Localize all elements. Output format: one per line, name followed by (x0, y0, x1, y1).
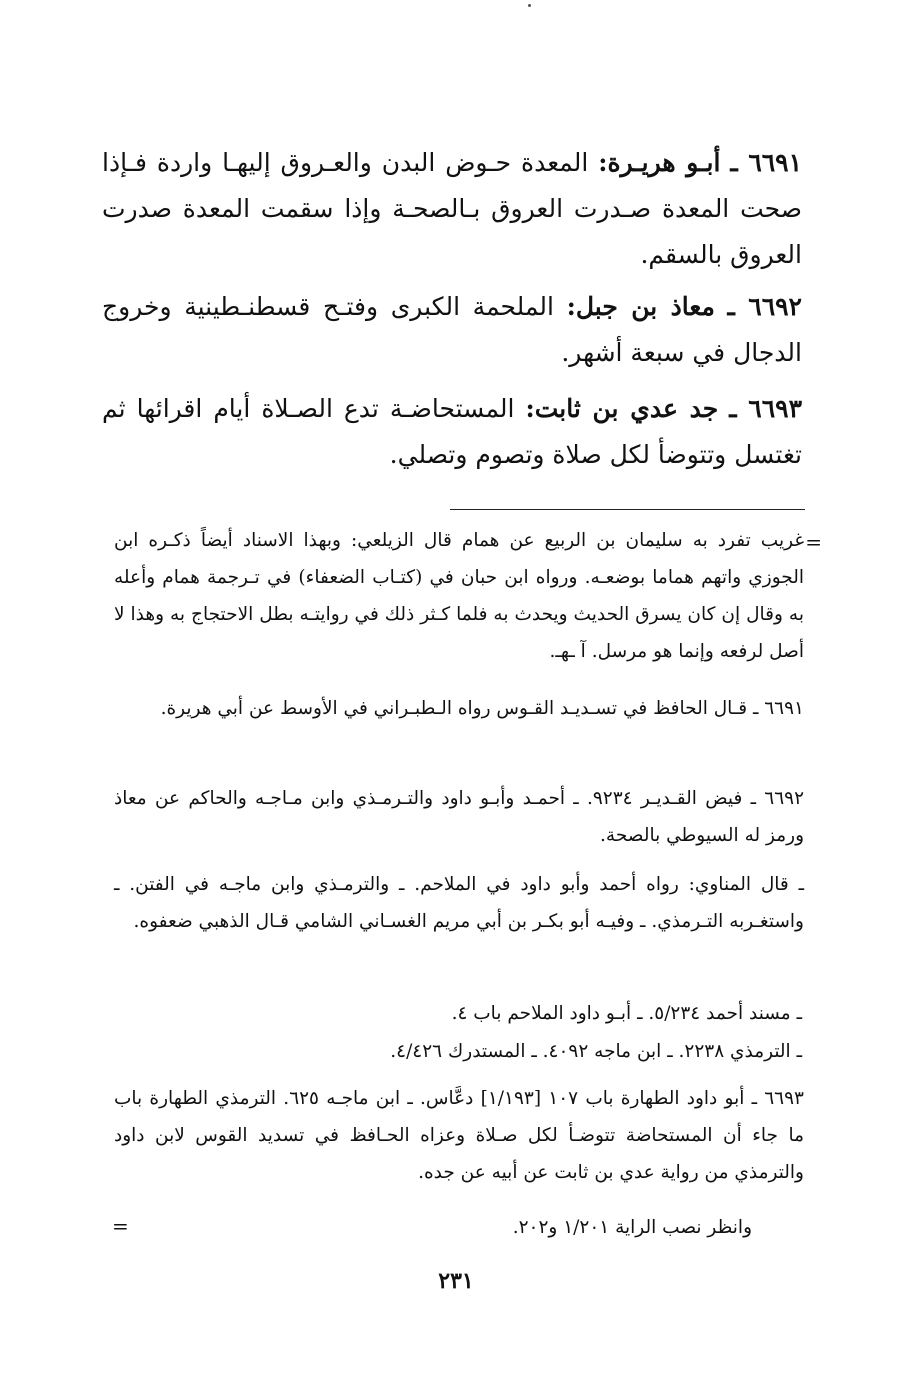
footnote-6693: ٦٦٩٣ ـ أبو داود الطهارة باب ١٠٧ [١/١٩٣] دعَّاس. ـ ابن ماجـه ٦٢٥. الترمذي الطهارة باب ما جاء أن المستحاضة تتوضـأ لكل صـلاة وعزاه الحـافظ في تسديد القوس لابن داود والترمذي من رواية عدي بن ثابت عن أبيه عن جده. (114, 1088, 804, 1183)
scan-speck (528, 4, 531, 7)
entry-number: ٦٦٩١ ـ (730, 148, 803, 177)
entry-text: الملحمة الكبرى وفتـح قسطنـطينية وخروج الدجال في سبعة أشهر. (102, 292, 802, 367)
reference-line-2: ـ الترمذي ٢٢٣٨. ـ ابن ماجه ٤٠٩٢. ـ المستدرك ٤/٤٢٦. (390, 1041, 802, 1062)
hadith-entry-6691 (102, 140, 802, 278)
entry-narrator: معاذ بن جبل: (566, 292, 715, 321)
footnote-6693-see-also: وانظر نصب الراية ١/٢٠١ و٢٠٢. (512, 1217, 752, 1238)
entry-narrator: أبـو هريـرة: (598, 148, 721, 177)
footnote-6691: ٦٦٩١ ـ قـال الحافظ في تسـديـد القـوس رواه الـطبـراني في الأوسط عن أبي هريرة. (160, 698, 804, 719)
hadith-entry-6693 (102, 386, 802, 478)
footnote-6692-munawi: ـ قال المناوي: رواه أحمد وأبو داود في الملاحم. ـ والترمـذي وابن ماجـه في الفتن. ـ واستغـربه التـرمذي. ـ وفيـه أبو بكـر بن أبي مريم الغسـاني الشامي قـال الذهبي ضعفوه. (114, 874, 805, 932)
entry-text: المعدة حـوض البدن والعـروق إليهـا واردة فـإذا صحت المعدة صـدرت العروق بـالصحـة وإذا سقمت المعدة صدرت العروق بالسقم. (102, 148, 802, 269)
footnote-continuation: غريب تفرد به سليمان بن الربيع عن همام قال الزيلعي: وبهذا الاسناد أيضاً ذكـره ابن الجوزي واتهم هماما بوضعـه. ورواه ابن حبان في (كتـاب الضعفاء) في تـرجمة همام وأعله به وقال إن كان يسرق الحديث ويحدث به فلما كـثر ذلك في روايتـه بطل الاحتجاج به وهذا لا أصل لرفعه وإنما هو مرسل. آ ـهـ. (114, 530, 804, 662)
end-continuation-mark: = (112, 1214, 129, 1238)
footnote-separator (450, 509, 805, 510)
entry-number: ٦٦٩٣ ـ (729, 394, 803, 423)
page-number: ٢٣١ (438, 1268, 474, 1294)
reference-line-1: ـ مسند أحمد ٥/٢٣٤. ـ أبـو داود الملاحم باب ٤. (451, 1003, 802, 1024)
entry-number: ٦٦٩٢ ـ (727, 292, 802, 321)
continuation-mark: = (805, 530, 822, 554)
entry-text: المستحاضـة تدع الصـلاة أيام اقرائها ثم تغتسل وتتوضأ لكل صلاة وتصوم وتصلي. (102, 394, 802, 469)
footnote-6692: ٦٦٩٢ ـ فيض القـديـر ٩٢٣٤. ـ أحمـد وأبـو داود والتـرمـذي وابن مـاجـه والحاكم عن معاذ ورمز له السيوطي بالصحة. (114, 788, 805, 846)
hadith-entry-6692 (102, 284, 802, 376)
entry-narrator: جد عدي بن ثابت: (525, 394, 719, 423)
